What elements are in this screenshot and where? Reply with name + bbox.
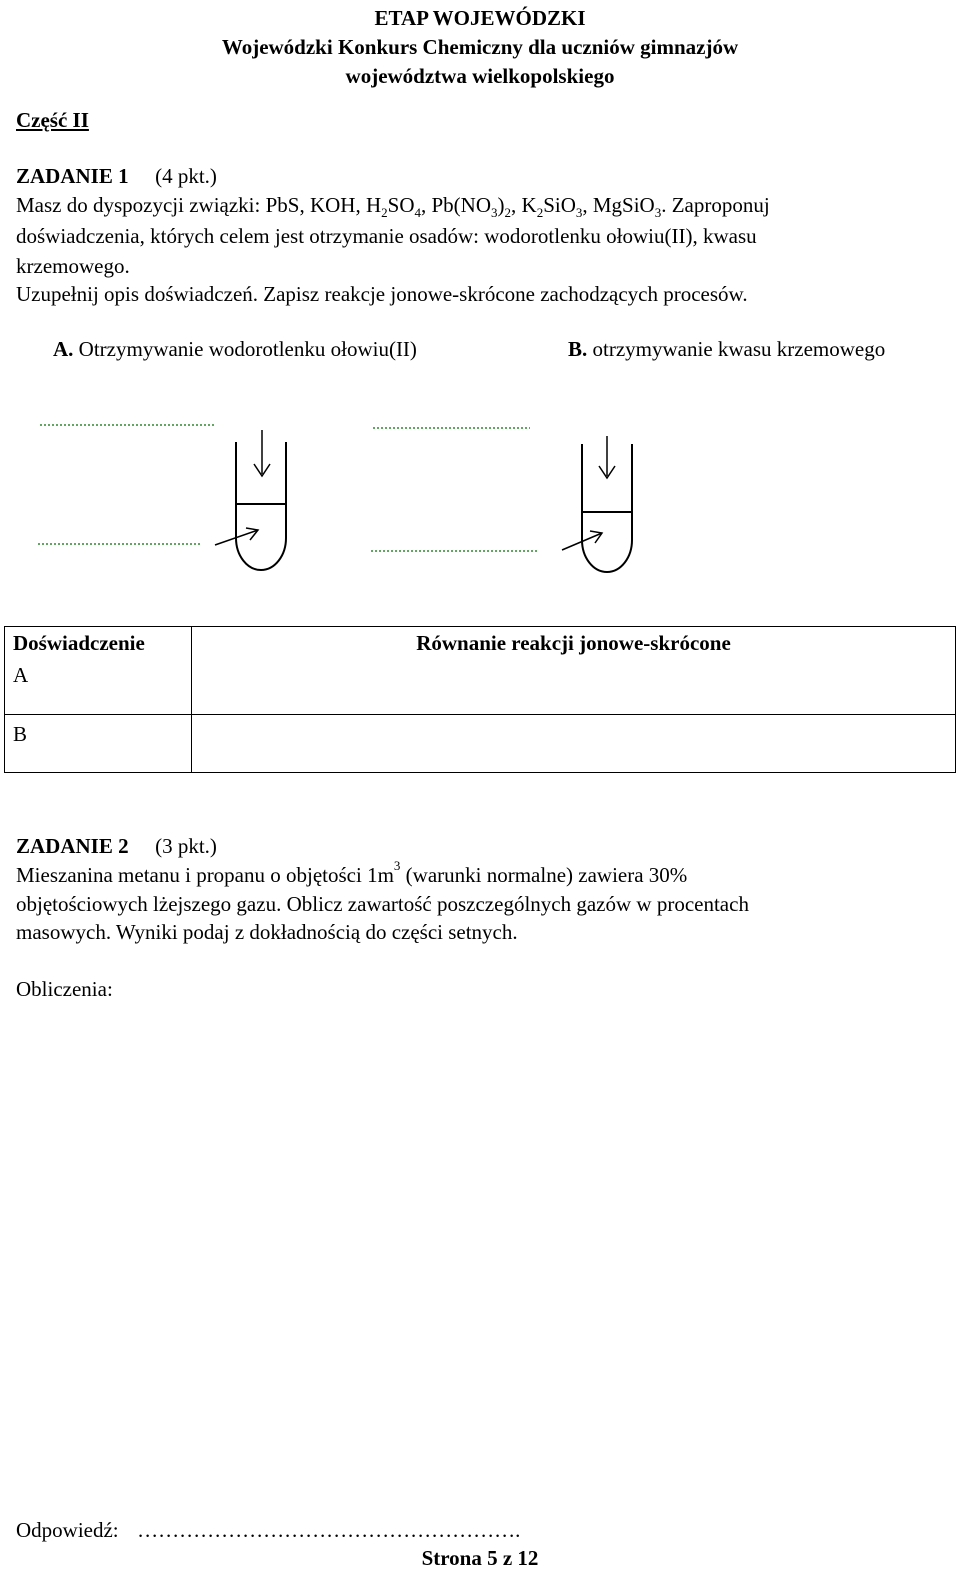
part-title: Część II: [16, 108, 89, 132]
task2-line3: masowych. Wyniki podaj z dokładnością do części setnych.: [16, 920, 518, 944]
arrow-down-b-icon: [599, 436, 615, 478]
experiment-b-letter: B.: [568, 337, 588, 361]
table-header-experiment: Doświadczenie: [13, 631, 145, 655]
task1-line2: doświadczenia, których celem jest otrzymanie osadów: wodorotlenku ołowiu(II), kwasu: [16, 224, 757, 248]
header-contest: Wojewódzki Konkurs Chemiczny dla uczniów gimnazjów: [221, 35, 739, 59]
task2-heading: [16, 832, 217, 860]
header-title: ETAP WOJEWÓDZKI: [374, 6, 586, 30]
calculations-label: Obliczenia:: [16, 977, 113, 1001]
compound-koh: KOH: [309, 193, 356, 217]
task2-line2: objętościowych lżejszego gazu. Oblicz zawartość poszczególnych gazów w procentach: [16, 892, 749, 916]
task1-line3: krzemowego.: [16, 254, 130, 278]
answer-field[interactable]: ……………………………………………….: [137, 1518, 521, 1542]
compounds-tail: . Zaproponuj: [661, 193, 770, 217]
answer-line: [16, 1516, 520, 1544]
task1-title: ZADANIE 1: [16, 164, 129, 188]
table-cell-equation-b[interactable]: [192, 715, 956, 773]
answer-label: Odpowiedź:: [16, 1518, 119, 1542]
compound-h2so4: $H_2SO_4$: [365, 193, 421, 221]
page-number: Strona 5 z 12: [421, 1546, 539, 1570]
table-row-a-label: A: [13, 663, 29, 687]
table-cell-equation-a[interactable]: [192, 627, 956, 715]
compound-k2sio3: $K_2SiO_3$: [521, 193, 583, 221]
task1-points: (4 pkt.): [155, 164, 217, 188]
table-row: [5, 627, 956, 715]
arrow-down-a-icon: [254, 430, 270, 476]
table-header-equation: Równanie reakcji jonowe-skrócone: [416, 631, 731, 655]
header-region: województwa wielkopolskiego: [345, 64, 615, 88]
experiment-b-label: [568, 335, 885, 363]
compound-pbs: PbS: [265, 193, 300, 217]
table-cell-b: [5, 715, 192, 773]
task1-instruction: Uzupełnij opis doświadczeń. Zapisz reakcje jonowe-skrócone zachodzących procesów.: [16, 282, 748, 306]
test-tubes-diagram: [0, 400, 960, 590]
task2-line1: Mieszanina metanu i propanu o objętości $1m^3$ (warunki normalne) zawiera 30%: [16, 858, 688, 887]
compounds-intro: Masz do dyspozycji związki:: [16, 193, 261, 217]
test-tube-a: [236, 442, 286, 570]
experiment-a-text: Otrzymywanie wodorotlenku ołowiu(II): [78, 337, 417, 361]
task2-points: (3 pkt.): [155, 834, 217, 858]
table-row-b-label: B: [13, 722, 28, 746]
task1-heading: [16, 162, 217, 190]
experiment-b-text: otrzymywanie kwasu krzemowego: [592, 337, 886, 361]
table-row: [5, 715, 956, 773]
experiment-a-letter: A.: [53, 337, 74, 361]
compound-pbno32: $Pb(NO_3)_2$: [431, 193, 512, 221]
compound-mgsio3: MgSiO$_3$: [592, 193, 662, 221]
task1-compounds-line: Masz do dyspozycji związki: PbS, KOH, $H_2SO_4$, $Pb(NO_3)_2$, $K_2SiO_3$, MgSiO$_3$. Zaproponuj: [16, 193, 770, 221]
experiment-a-label: [53, 335, 417, 363]
experiment-table: [4, 626, 956, 773]
task2-title: ZADANIE 2: [16, 834, 129, 858]
table-cell-header-a: [5, 627, 192, 715]
